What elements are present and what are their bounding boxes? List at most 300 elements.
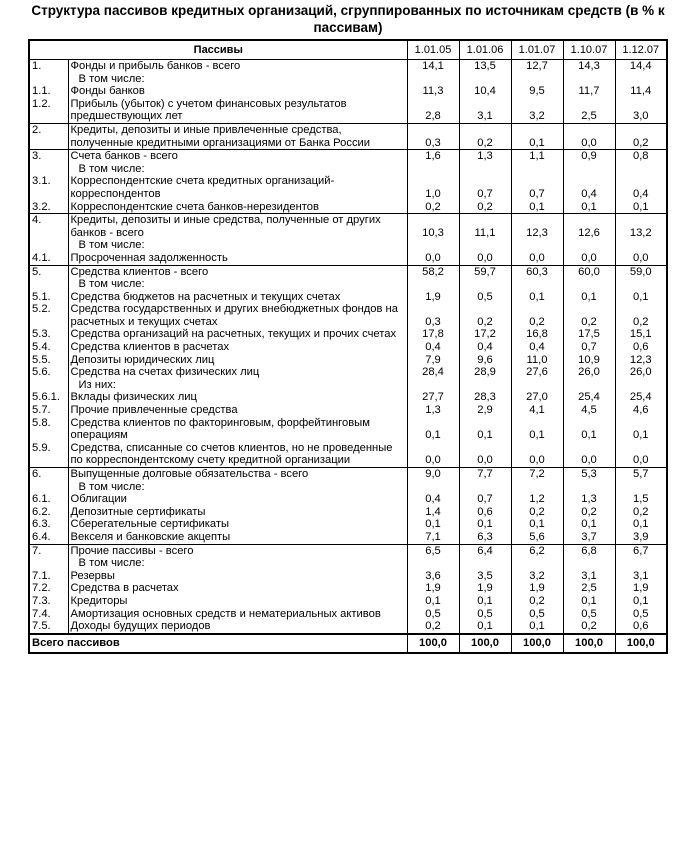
value-cell: 11,3 — [407, 85, 459, 98]
value-cell: 0,7 — [459, 493, 511, 506]
value-cell: 3,2 — [511, 570, 563, 583]
value-cell: 0,9 — [563, 150, 615, 163]
row-label: В том числе: — [68, 481, 407, 494]
value-cell: 1,5 — [632, 493, 649, 506]
value-cell: 0,1 — [511, 123, 563, 149]
row-number: 5.2. — [29, 303, 68, 328]
value-cell: 6,5 — [407, 544, 459, 557]
row-number: 2. — [29, 123, 68, 149]
value-cell: 0,0 — [511, 252, 563, 265]
value-cell: 14,4 — [615, 60, 667, 73]
row-number: 5.9. — [29, 442, 68, 468]
value-cell: 0,2 — [563, 620, 615, 634]
row-label: Средства организаций на расчетных, текущих и прочих счетах — [68, 328, 407, 341]
value-cell: 5,3 — [563, 468, 615, 481]
liabilities-table — [28, 39, 668, 654]
table-row — [29, 417, 667, 442]
table-row — [29, 123, 667, 149]
value-cell: 12,6 — [563, 214, 615, 240]
table-title: Структура пассивов кредитных организаций, сгруппированных по источникам средств (в % к пассивам) — [31, 3, 665, 35]
value-cell — [511, 73, 563, 86]
column-header-date: 1.01.05 — [407, 40, 459, 60]
column-header-date: 1.01.06 — [459, 40, 511, 60]
value-cell — [459, 379, 511, 392]
value-cell — [459, 163, 511, 176]
value-cell: 7,1 — [407, 531, 459, 544]
table-row — [29, 442, 667, 468]
value-cell: 1,9 — [407, 291, 459, 304]
value-cell: 1,9 — [459, 582, 511, 595]
value-cell: 3,1 — [459, 98, 511, 124]
value-cell: 2,8 — [407, 98, 459, 124]
column-header-liabilities: Пассивы — [29, 40, 407, 60]
table-row — [29, 531, 667, 544]
table-row — [29, 303, 667, 328]
row-label: Вклады физических лиц — [68, 391, 407, 404]
row-label: Средства клиентов по факторинговым, форфейтинговым операциям — [68, 417, 407, 442]
value-cell: 28,3 — [459, 391, 511, 404]
row-number — [29, 239, 68, 252]
row-label: Резервы — [68, 570, 407, 583]
row-label: Средства на счетах физических лиц — [68, 366, 407, 379]
value-cell: 0,0 — [632, 251, 649, 264]
table-row — [29, 239, 667, 252]
value-cell: 1,6 — [407, 150, 459, 163]
value-cell — [407, 379, 459, 392]
table-row — [29, 404, 667, 417]
row-number: 7.4. — [29, 608, 68, 621]
value-cell: 3,6 — [407, 570, 459, 583]
value-cell — [407, 481, 459, 494]
row-label: Средства, списанные со счетов клиентов, но не проведенные по корреспондентскому счету кредитной организации — [68, 442, 407, 468]
value-cell: 0,0 — [511, 442, 563, 468]
row-label: Средства государственных и других внебюджетных фондов на расчетных и текущих счетах — [68, 303, 407, 328]
table-row — [29, 150, 667, 163]
row-label: Средства в расчетах — [68, 582, 407, 595]
value-cell: 0,5 — [511, 608, 563, 621]
row-number: 3. — [29, 150, 68, 163]
value-cell: 0,2 — [563, 506, 615, 519]
value-cell: 0,2 — [407, 201, 459, 214]
value-cell: 0,1 — [459, 620, 511, 634]
value-cell: 17,5 — [563, 328, 615, 341]
value-cell — [563, 481, 615, 494]
value-cell: 28,9 — [459, 366, 511, 379]
value-cell: 0,5 — [459, 291, 511, 304]
row-label: В том числе: — [68, 73, 407, 86]
value-cell: 2,5 — [563, 98, 615, 124]
value-cell: 3,2 — [511, 98, 563, 124]
value-cell — [615, 379, 667, 392]
row-number: 6.1. — [29, 493, 68, 506]
row-number: 6.4. — [29, 531, 68, 544]
value-cell: 0,1 — [632, 200, 649, 213]
value-cell: 0,1 — [563, 595, 615, 608]
value-cell — [407, 239, 459, 252]
value-cell — [459, 239, 511, 252]
value-cell: 0,2 — [632, 505, 649, 518]
value-cell — [563, 163, 615, 176]
value-cell: 0,6 — [459, 506, 511, 519]
value-cell: 6,2 — [511, 544, 563, 557]
value-cell: 1,9 — [511, 582, 563, 595]
value-cell: 17,8 — [407, 328, 459, 341]
value-cell: 0,0 — [632, 454, 649, 467]
table-row — [29, 201, 667, 214]
value-cell: 0,0 — [407, 252, 459, 265]
total-value-cell: 100,0 — [615, 634, 667, 653]
value-cell: 13,2 — [615, 214, 667, 240]
row-number: 5. — [29, 265, 68, 278]
value-cell — [459, 278, 511, 291]
value-cell: 5,6 — [511, 531, 563, 544]
value-cell: 0,1 — [511, 417, 563, 442]
row-number: 1.2. — [29, 98, 68, 124]
value-cell: 3,5 — [459, 570, 511, 583]
value-cell — [407, 278, 459, 291]
table-row — [29, 493, 667, 506]
table-row — [29, 175, 667, 200]
table-row — [29, 557, 667, 570]
row-label: В том числе: — [68, 239, 407, 252]
table-row — [29, 252, 667, 265]
row-label: Кредиты, депозиты и иные привлеченные средства, полученные кредитными организациями от Банка России — [68, 123, 407, 149]
header-row — [29, 40, 667, 60]
value-cell — [407, 73, 459, 86]
value-cell: 0,7 — [511, 175, 563, 200]
value-cell: 0,5 — [407, 608, 459, 621]
value-cell: 25,4 — [563, 391, 615, 404]
value-cell: 6,4 — [459, 544, 511, 557]
table-row — [29, 379, 667, 392]
table-row — [29, 582, 667, 595]
value-cell: 0,1 — [632, 429, 649, 442]
row-label: Прочие пассивы - всего — [68, 544, 407, 557]
value-cell: 6,8 — [563, 544, 615, 557]
table-row — [29, 265, 667, 278]
value-cell — [511, 379, 563, 392]
value-cell: 0,4 — [407, 493, 459, 506]
table-row — [29, 518, 667, 531]
value-cell: 0,0 — [459, 252, 511, 265]
value-cell: 11,7 — [563, 85, 615, 98]
value-cell: 12,3 — [511, 214, 563, 240]
value-cell — [563, 278, 615, 291]
value-cell: 4,6 — [632, 404, 649, 417]
value-cell: 2,5 — [563, 582, 615, 595]
row-label: В том числе: — [68, 163, 407, 176]
value-cell: 0,2 — [459, 201, 511, 214]
value-cell — [511, 557, 563, 570]
row-label: В том числе: — [68, 557, 407, 570]
value-cell: 12,3 — [629, 353, 652, 366]
value-cell: 7,7 — [459, 468, 511, 481]
value-cell: 0,0 — [563, 442, 615, 468]
row-label: Сберегательные сертификаты — [68, 518, 407, 531]
table-row — [29, 60, 667, 73]
value-cell: 58,2 — [407, 265, 459, 278]
row-label: Депозитные сертификаты — [68, 506, 407, 519]
table-row — [29, 366, 667, 379]
row-label: Фонды банков — [68, 85, 407, 98]
column-header-date: 1.12.07 — [615, 40, 667, 60]
row-number: 7.1. — [29, 570, 68, 583]
row-number: 7.2. — [29, 582, 68, 595]
value-cell: 0,1 — [632, 290, 649, 303]
value-cell: 0,0 — [459, 442, 511, 468]
row-number: 5.6. — [29, 366, 68, 379]
value-cell: 27,7 — [407, 391, 459, 404]
value-cell: 4,1 — [511, 404, 563, 417]
row-number: 5.5. — [29, 354, 68, 367]
row-number: 5.1. — [29, 291, 68, 304]
value-cell — [459, 557, 511, 570]
value-cell: 0,1 — [511, 201, 563, 214]
value-cell: 0,7 — [563, 341, 615, 354]
value-cell: 11,4 — [630, 85, 652, 98]
table-row — [29, 73, 667, 86]
value-cell: 6,7 — [615, 544, 667, 557]
value-cell: 0,5 — [563, 608, 615, 621]
value-cell: 0,6 — [632, 620, 649, 633]
row-number — [29, 278, 68, 291]
value-cell: 0,4 — [511, 341, 563, 354]
total-label: Всего пассивов — [29, 634, 407, 653]
value-cell: 0,2 — [511, 595, 563, 608]
value-cell — [563, 557, 615, 570]
value-cell — [615, 239, 667, 252]
row-number — [29, 163, 68, 176]
value-cell: 1,2 — [511, 493, 563, 506]
table-row — [29, 468, 667, 481]
value-cell: 0,1 — [407, 518, 459, 531]
value-cell: 9,6 — [459, 354, 511, 367]
value-cell: 0,3 — [407, 123, 459, 149]
value-cell: 0,2 — [563, 303, 615, 328]
row-label: Облигации — [68, 493, 407, 506]
value-cell: 3,0 — [632, 110, 649, 123]
value-cell: 10,4 — [459, 85, 511, 98]
value-cell: 11,0 — [511, 354, 563, 367]
value-cell: 59,7 — [459, 265, 511, 278]
value-cell — [615, 481, 667, 494]
value-cell — [615, 557, 667, 570]
row-label: Корреспондентские счета банков-нерезидентов — [68, 201, 407, 214]
value-cell: 1,3 — [563, 493, 615, 506]
value-cell: 17,2 — [459, 328, 511, 341]
value-cell: 1,4 — [407, 506, 459, 519]
row-number: 5.4. — [29, 341, 68, 354]
row-label: Просроченная задолженность — [68, 252, 407, 265]
value-cell: 26,0 — [563, 366, 615, 379]
value-cell: 4,5 — [563, 404, 615, 417]
total-value-cell: 100,0 — [407, 634, 459, 653]
value-cell: 0,1 — [563, 291, 615, 304]
row-label: Кредиторы — [68, 595, 407, 608]
table-row — [29, 214, 667, 240]
row-label: Прибыль (убыток) с учетом финансовых результатов предшествующих лет — [68, 98, 407, 124]
value-cell: 0,2 — [511, 303, 563, 328]
value-cell: 1,0 — [407, 175, 459, 200]
column-header-date: 1.10.07 — [563, 40, 615, 60]
value-cell: 1,3 — [407, 404, 459, 417]
row-number: 1.1. — [29, 85, 68, 98]
row-number: 5.7. — [29, 404, 68, 417]
row-label: Из них: — [68, 379, 407, 392]
value-cell: 0,1 — [563, 417, 615, 442]
row-label: Кредиты, депозиты и иные средства, полученные от других банков - всего — [68, 214, 407, 240]
value-cell: 27,0 — [511, 391, 563, 404]
value-cell: 1,9 — [632, 582, 649, 595]
value-cell: 10,3 — [407, 214, 459, 240]
value-cell: 13,5 — [459, 60, 511, 73]
value-cell: 28,4 — [407, 366, 459, 379]
total-value-cell: 100,0 — [563, 634, 615, 653]
value-cell: 0,1 — [563, 518, 615, 531]
value-cell: 0,2 — [511, 506, 563, 519]
table-row — [29, 570, 667, 583]
value-cell: 0,2 — [459, 303, 511, 328]
row-number: 6.2. — [29, 506, 68, 519]
table-row — [29, 506, 667, 519]
value-cell: 16,8 — [511, 328, 563, 341]
row-number: 6.3. — [29, 518, 68, 531]
row-label: Доходы будущих периодов — [68, 620, 407, 634]
row-label: Счета банков - всего — [68, 150, 407, 163]
row-number: 1. — [29, 60, 68, 73]
value-cell: 0,1 — [459, 518, 511, 531]
value-cell: 1,3 — [459, 150, 511, 163]
total-row — [29, 634, 667, 653]
value-cell: 15,1 — [629, 328, 652, 341]
column-header-date: 1.01.07 — [511, 40, 563, 60]
table-row — [29, 328, 667, 341]
row-number — [29, 379, 68, 392]
value-cell: 0,4 — [407, 341, 459, 354]
table-row — [29, 620, 667, 634]
value-cell: 12,7 — [511, 60, 563, 73]
value-cell — [563, 379, 615, 392]
value-cell: 0,1 — [459, 595, 511, 608]
value-cell: 0,0 — [407, 442, 459, 468]
value-cell: 1,1 — [511, 150, 563, 163]
value-cell: 0,1 — [511, 620, 563, 634]
table-row — [29, 291, 667, 304]
value-cell: 9,5 — [511, 85, 563, 98]
value-cell: 7,9 — [407, 354, 459, 367]
value-cell: 14,3 — [563, 60, 615, 73]
value-cell: 3,1 — [563, 570, 615, 583]
row-number: 5.8. — [29, 417, 68, 442]
value-cell: 60,3 — [511, 265, 563, 278]
value-cell: 0,7 — [459, 175, 511, 200]
table-row — [29, 98, 667, 124]
row-number: 5.6.1. — [29, 391, 68, 404]
table-row — [29, 608, 667, 621]
value-cell: 0,6 — [632, 341, 649, 354]
value-cell — [511, 278, 563, 291]
row-label: Амортизация основных средств и нематериальных активов — [68, 608, 407, 621]
value-cell: 2,9 — [459, 404, 511, 417]
value-cell — [459, 481, 511, 494]
value-cell: 0,0 — [563, 252, 615, 265]
row-number: 3.1. — [29, 175, 68, 200]
value-cell: 14,1 — [407, 60, 459, 73]
value-cell — [615, 163, 667, 176]
table-row — [29, 163, 667, 176]
row-label: Депозиты юридических лиц — [68, 354, 407, 367]
value-cell — [563, 239, 615, 252]
value-cell: 0,2 — [459, 123, 511, 149]
table-row — [29, 481, 667, 494]
value-cell: 25,4 — [629, 391, 652, 404]
value-cell: 0,5 — [459, 608, 511, 621]
row-number: 6. — [29, 468, 68, 481]
value-cell: 0,2 — [615, 123, 667, 149]
row-number — [29, 557, 68, 570]
row-label: Прочие привлеченные средства — [68, 404, 407, 417]
value-cell: 0,3 — [407, 303, 459, 328]
value-cell: 11,1 — [459, 214, 511, 240]
row-label: Средства клиентов в расчетах — [68, 341, 407, 354]
value-cell — [563, 73, 615, 86]
table-row — [29, 391, 667, 404]
row-number: 7. — [29, 544, 68, 557]
table-row — [29, 354, 667, 367]
value-cell — [407, 557, 459, 570]
value-cell: 1,9 — [407, 582, 459, 595]
row-label: Фонды и прибыль банков - всего — [68, 60, 407, 73]
value-cell: 0,2 — [632, 315, 649, 328]
value-cell — [615, 278, 667, 291]
value-cell: 59,0 — [615, 265, 667, 278]
row-number — [29, 481, 68, 494]
table-row — [29, 341, 667, 354]
table-row — [29, 544, 667, 557]
row-label: Векселя и банковские акцепты — [68, 531, 407, 544]
row-number: 3.2. — [29, 201, 68, 214]
row-label: Средства бюджетов на расчетных и текущих счетах — [68, 291, 407, 304]
row-number: 7.3. — [29, 595, 68, 608]
value-cell: 0,4 — [459, 341, 511, 354]
row-label: Средства клиентов - всего — [68, 265, 407, 278]
value-cell: 0,4 — [632, 187, 649, 200]
value-cell: 27,6 — [511, 366, 563, 379]
value-cell: 0,1 — [459, 417, 511, 442]
value-cell: 0,2 — [407, 620, 459, 634]
row-label: В том числе: — [68, 278, 407, 291]
row-label: Корреспондентские счета кредитных организаций-корреспондентов — [68, 175, 407, 200]
value-cell — [511, 163, 563, 176]
row-number: 4. — [29, 214, 68, 240]
value-cell: 0,1 — [511, 291, 563, 304]
value-cell — [459, 73, 511, 86]
table-row — [29, 595, 667, 608]
value-cell: 0,1 — [563, 201, 615, 214]
row-number: 5.3. — [29, 328, 68, 341]
value-cell — [511, 239, 563, 252]
value-cell: 7,2 — [511, 468, 563, 481]
value-cell: 26,0 — [629, 366, 652, 379]
value-cell — [407, 163, 459, 176]
value-cell: 3,7 — [563, 531, 615, 544]
table-row — [29, 85, 667, 98]
row-label: Выпущенные долговые обязательства - всего — [68, 468, 407, 481]
value-cell: 60,0 — [563, 265, 615, 278]
row-number — [29, 73, 68, 86]
value-cell: 0,1 — [511, 518, 563, 531]
row-number: 4.1. — [29, 252, 68, 265]
